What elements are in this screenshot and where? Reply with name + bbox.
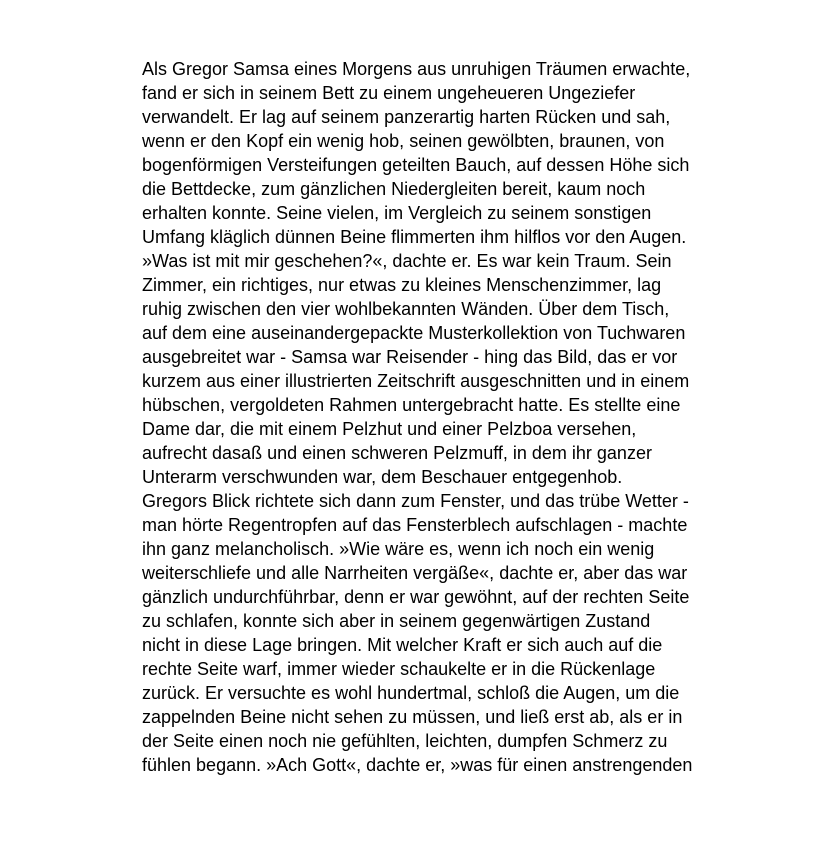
text-line: ihn ganz melancholisch. »Wie wäre es, wenn ich noch ein wenig — [142, 539, 655, 559]
text-line: nicht in diese Lage bringen. Mit welcher Kraft er sich auch auf die — [142, 635, 663, 655]
text-line: Zimmer, ein richtiges, nur etwas zu kleines Menschenzimmer, lag — [142, 275, 662, 295]
text-line: fand er sich in seinem Bett zu einem ungeheueren Ungeziefer — [142, 83, 636, 103]
text-line: zappelnden Beine nicht sehen zu müssen, und ließ erst ab, als er in — [142, 707, 683, 727]
text-line: fühlen begann. »Ach Gott«, dachte er, »was für einen anstrengenden — [142, 755, 693, 775]
text-line: ausgebreitet war - Samsa war Reisender - hing das Bild, das er vor — [142, 347, 678, 367]
text-line: Als Gregor Samsa eines Morgens aus unruhigen Träumen erwachte, — [142, 59, 691, 79]
text-line: auf dem eine auseinandergepackte Musterkollektion von Tuchwaren — [142, 323, 686, 343]
text-line: der Seite einen noch nie gefühlten, leichten, dumpfen Schmerz zu — [142, 731, 668, 751]
text-line: verwandelt. Er lag auf seinem panzerartig harten Rücken und sah, — [142, 107, 671, 127]
text-line: hübschen, vergoldeten Rahmen untergebracht hatte. Es stellte eine — [142, 395, 681, 415]
text-line: die Bettdecke, zum gänzlichen Niedergleiten bereit, kaum noch — [142, 179, 646, 199]
text-line: zurück. Er versuchte es wohl hundertmal, schloß die Augen, um die — [142, 683, 680, 703]
text-line: Gregors Blick richtete sich dann zum Fenster, und das trübe Wetter - — [142, 491, 689, 511]
text-line: kurzem aus einer illustrierten Zeitschrift ausgeschnitten und in einem — [142, 371, 690, 391]
text-line: wenn er den Kopf ein wenig hob, seinen gewölbten, braunen, von — [142, 131, 665, 151]
text-line: rechte Seite warf, immer wieder schaukelte er in die Rückenlage — [142, 659, 656, 679]
text-line: erhalten konnte. Seine vielen, im Vergleich zu seinem sonstigen — [142, 203, 652, 223]
text-line: Unterarm verschwunden war, dem Beschauer entgegenhob. — [142, 467, 623, 487]
text-line: gänzlich undurchführbar, denn er war gewöhnt, auf der rechten Seite — [142, 587, 690, 607]
text-line: bogenförmigen Versteifungen geteilten Bauch, auf dessen Höhe sich — [142, 155, 690, 175]
text-line: aufrecht dasaß und einen schweren Pelzmuff, in dem ihr ganzer — [142, 443, 652, 463]
body-text — [142, 57, 822, 777]
text-line: Dame dar, die mit einem Pelzhut und einer Pelzboa versehen, — [142, 419, 637, 439]
text-line: ruhig zwischen den vier wohlbekannten Wänden. Über dem Tisch, — [142, 299, 670, 319]
text-line: weiterschliefe und alle Narrheiten vergäße«, dachte er, aber das war — [142, 563, 688, 583]
text-line: »Was ist mit mir geschehen?«, dachte er. Es war kein Traum. Sein — [142, 251, 672, 271]
text-line: man hörte Regentropfen auf das Fensterblech aufschlagen - machte — [142, 515, 688, 535]
text-line: zu schlafen, konnte sich aber in seinem gegenwärtigen Zustand — [142, 611, 651, 631]
text-line: Umfang kläglich dünnen Beine flimmerten ihm hilflos vor den Augen. — [142, 227, 687, 247]
